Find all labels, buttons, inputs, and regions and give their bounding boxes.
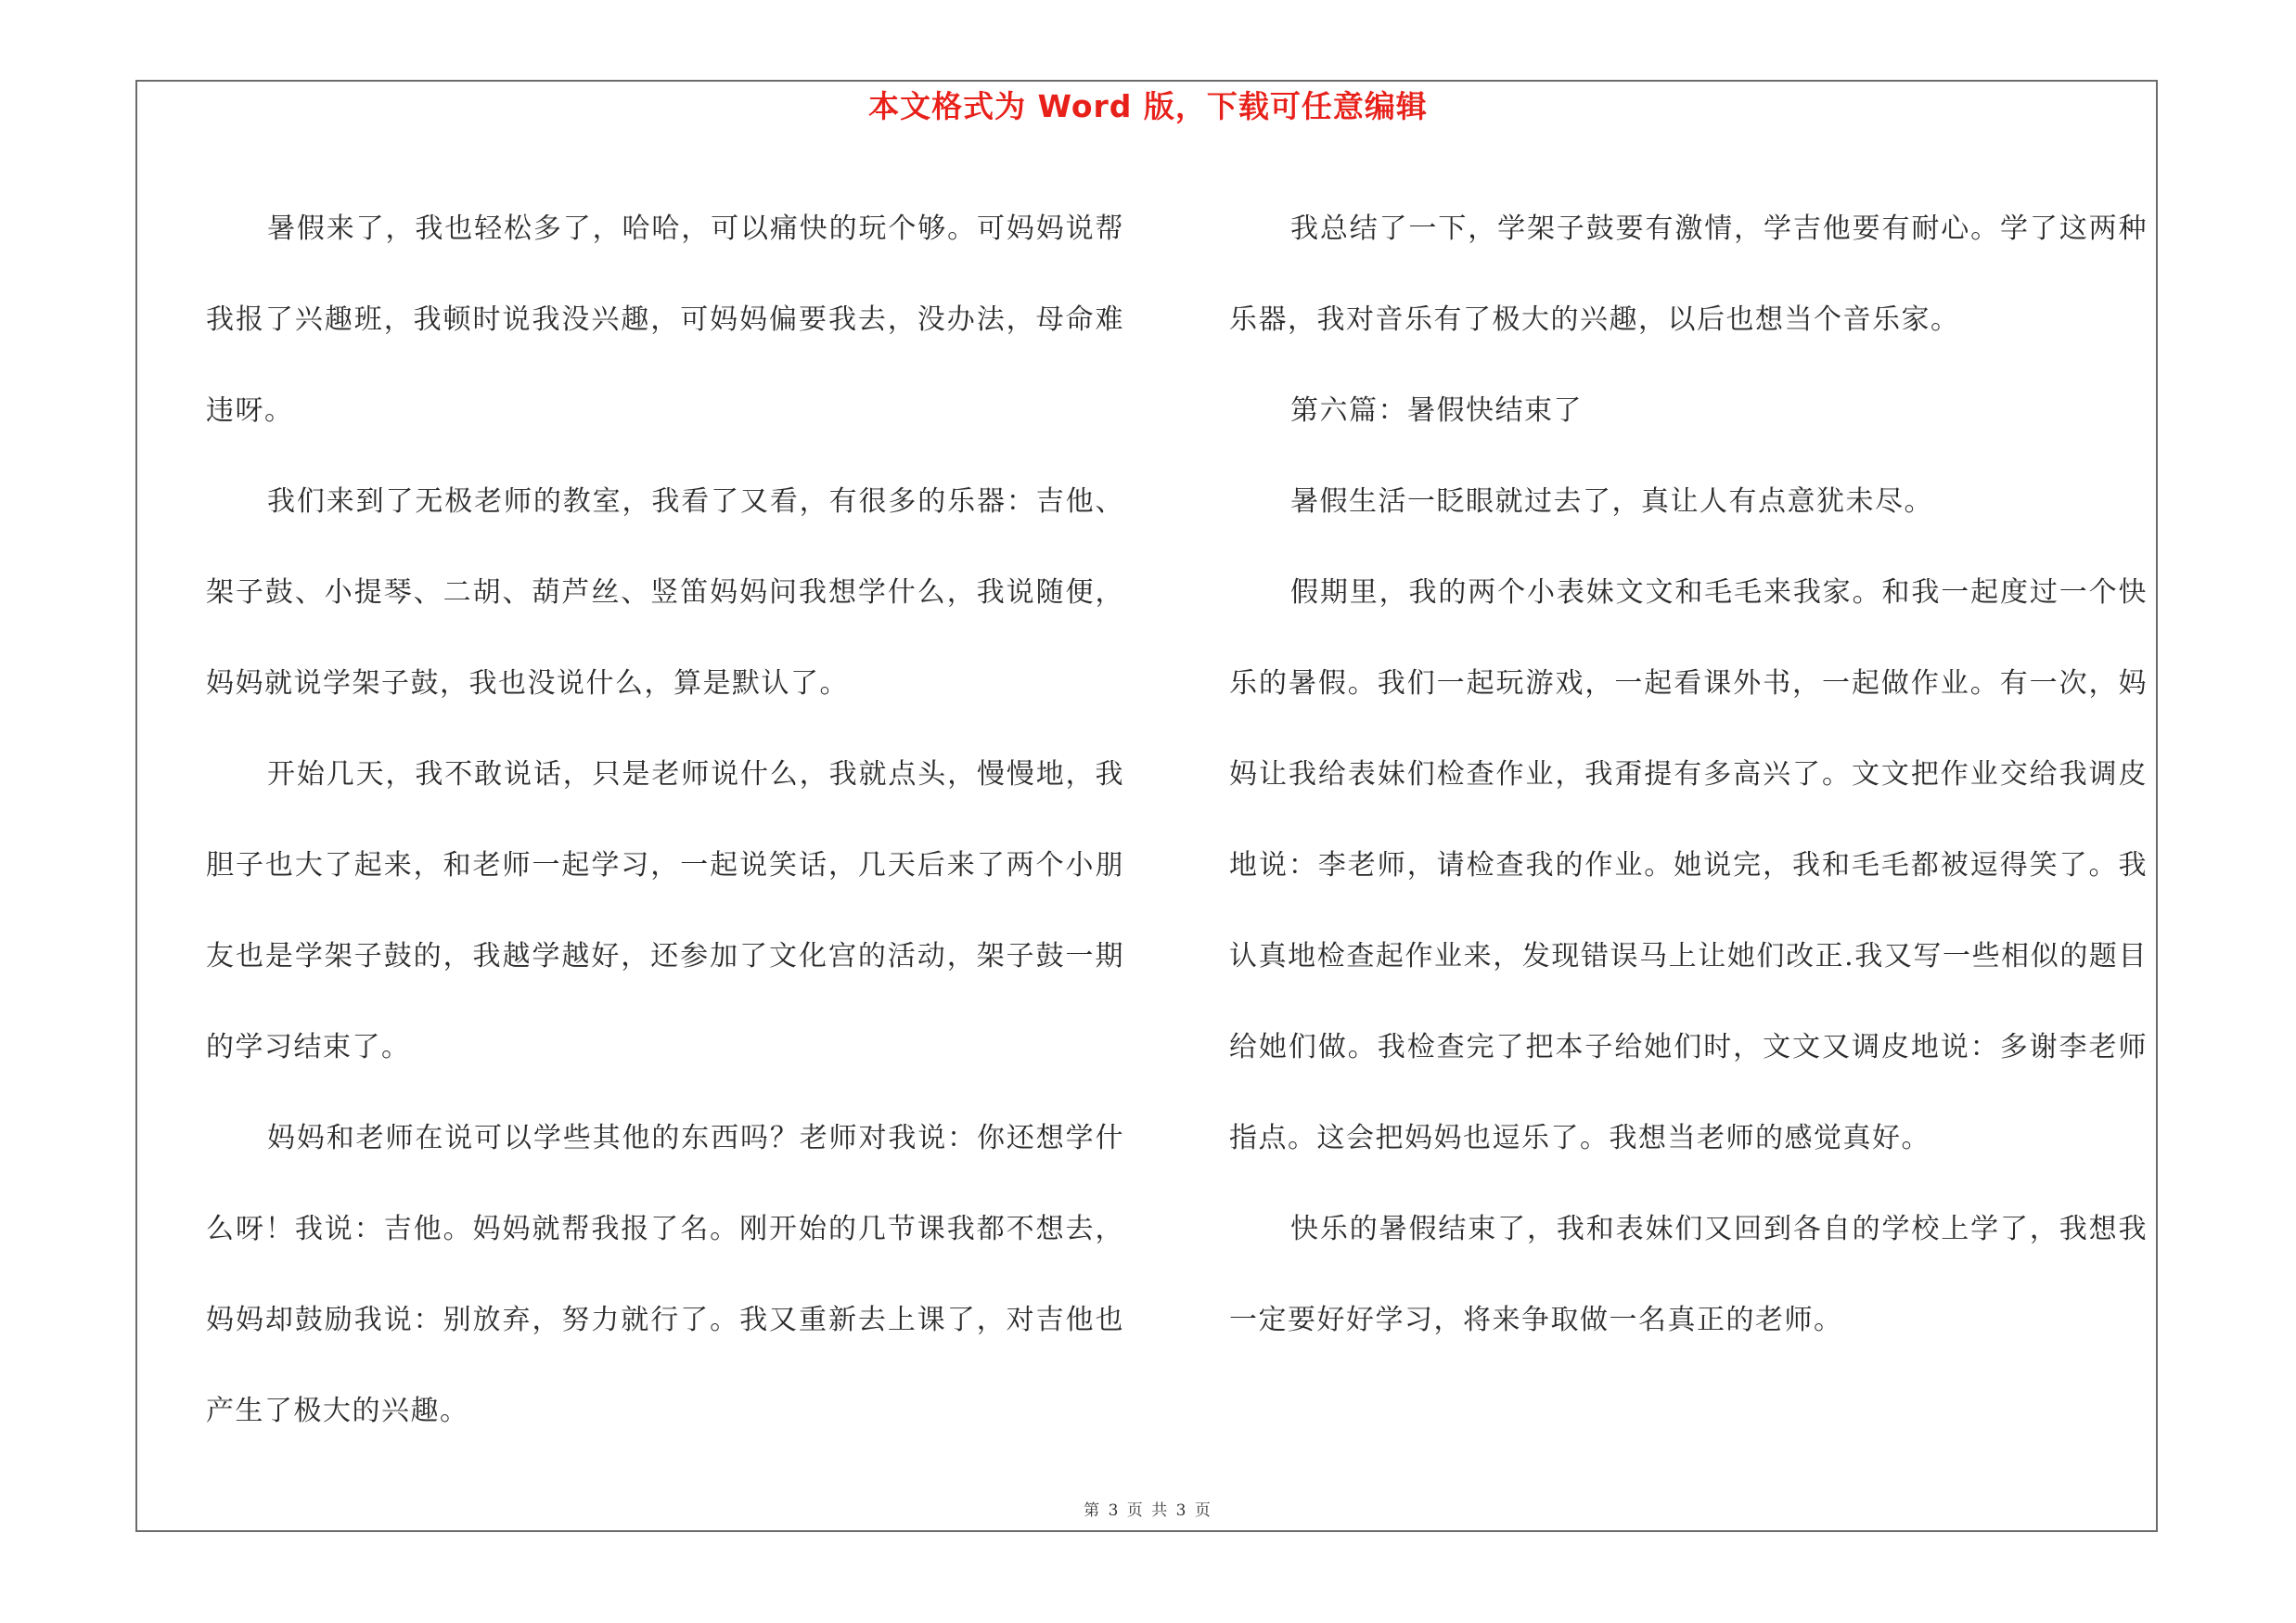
left-column	[206, 184, 1124, 1457]
paragraph: 假期里，我的两个小表妹文文和毛毛来我家。和我一起度过一个快乐的暑假。我们一起玩游戏，一起看课外书，一起做作业。有一次，妈妈让我给表妹们检查作业，我甭提有多高兴了。文文把作业交给我调皮地说：李老师，请检查我的作业。她说完，我和毛毛都被逗得笑了。我认真地检查起作业来，发现错误马上让她们改正.我又写一些相似的题目给她们做。我检查完了把本子给她们时，文文又调皮地说：多谢李老师指点。这会把妈妈也逗乐了。我想当老师的感觉真好。	[1229, 576, 2148, 1154]
paragraph: 暑假生活一眨眼就过去了，真让人有点意犹未尽。	[1290, 485, 1933, 518]
paragraph: 妈妈和老师在说可以学些其他的东西吗？老师对我说：你还想学什么呀！我说：吉他。妈妈就帮我报了名。刚开始的几节课我都不想去，妈妈却鼓励我说：别放弃，努力就行了。我又重新去上课了，对吉他也产生了极大的兴趣。	[206, 1122, 1124, 1427]
paragraph: 我总结了一下，学架子鼓要有激情，学吉他要有耐心。学了这两种乐器，我对音乐有了极大的兴趣，以后也想当个音乐家。	[1229, 213, 2148, 336]
section-heading: 第六篇：暑假快结束了	[1290, 394, 1583, 427]
page-number-footer: 第 3 页 共 3 页	[1084, 1501, 1212, 1520]
right-column	[1229, 184, 2148, 1366]
document-banner: 本文格式为 Word 版，下载可任意编辑	[868, 88, 1428, 124]
paragraph: 我们来到了无极老师的教室，我看了又看，有很多的乐器：吉他、架子鼓、小提琴、二胡、葫芦丝、竖笛妈妈问我想学什么，我说随便，妈妈就说学架子鼓，我也没说什么，算是默认了。	[206, 485, 1124, 700]
paragraph: 快乐的暑假结束了，我和表妹们又回到各自的学校上学了，我想我一定要好好学习，将来争取做一名真正的老师。	[1229, 1213, 2148, 1336]
paragraph: 暑假来了，我也轻松多了，哈哈，可以痛快的玩个够。可妈妈说帮我报了兴趣班，我顿时说我没兴趣，可妈妈偏要我去，没办法，母命难违呀。	[206, 213, 1124, 427]
paragraph: 开始几天，我不敢说话，只是老师说什么，我就点头，慢慢地，我胆子也大了起来，和老师一起学习，一起说笑话，几天后来了两个小朋友也是学架子鼓的，我越学越好，还参加了文化宫的活动，架子鼓一期的学习结束了。	[206, 758, 1124, 1063]
